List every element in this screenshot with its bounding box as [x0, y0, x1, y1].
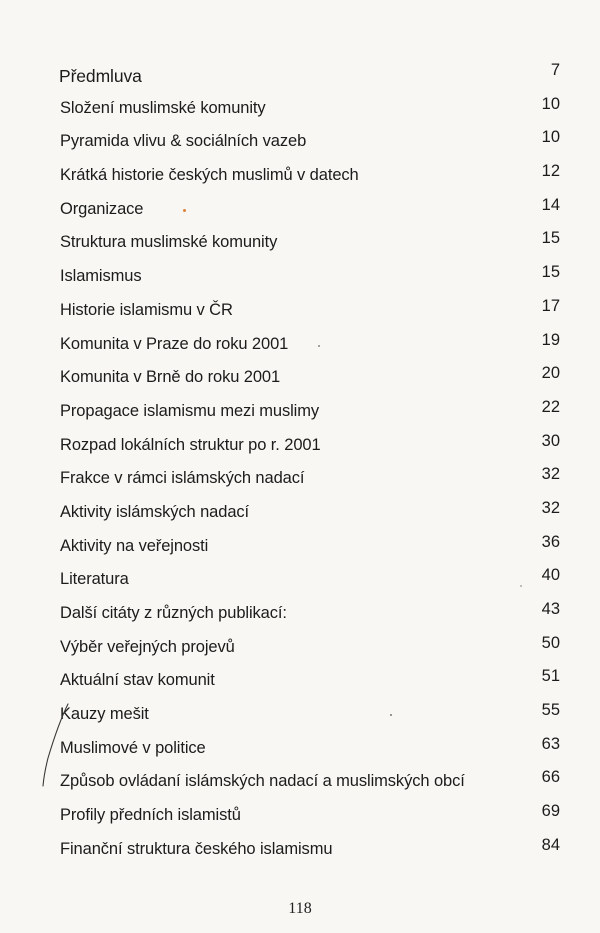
toc-entry-title: Profily předních islamistů [60, 806, 241, 825]
toc-entry-title: Způsob ovládaní islámských nadací a muslimských obcí [60, 772, 465, 791]
toc-entry-6 [0, 258, 600, 292]
toc-entry-22 [0, 797, 600, 831]
toc-entry-page: 30 [541, 431, 560, 450]
toc-entry-page: 36 [541, 532, 560, 551]
toc-entry-title: Struktura muslimské komunity [60, 233, 278, 252]
toc-entry-title: Finanční struktura českého islamismu [60, 839, 333, 858]
toc-entry-title: Aktivity islámských nadací [60, 502, 250, 521]
toc-entry-19 [0, 696, 600, 730]
toc-entry-page: 14 [541, 195, 560, 214]
toc-entry-page: 12 [541, 162, 560, 181]
toc-entry-7 [0, 292, 600, 326]
toc-entry-18 [0, 662, 600, 696]
toc-entry-title: Rozpad lokálních struktur po r. 2001 [60, 435, 321, 454]
toc-entry-title: Aktuální stav komunit [60, 671, 215, 690]
toc-entry-title: Předmluva [59, 66, 142, 86]
toc-entry-8 [0, 326, 600, 360]
toc-entry-1 [0, 90, 600, 124]
toc-entry-title: Literatura [60, 570, 129, 589]
toc-entry-title: Frakce v rámci islámských nadací [60, 469, 305, 488]
page-number: 118 [288, 900, 312, 917]
toc-entry-10 [0, 393, 600, 427]
toc-entry-title: Islamismus [60, 267, 142, 286]
dust-speck [520, 585, 522, 587]
toc-entry-title: Pyramida vlivu & sociálních vazeb [60, 132, 307, 151]
toc-entry-title: Muslimové v politice [60, 738, 206, 757]
toc-entry-page: 51 [541, 667, 560, 686]
toc-entry-page: 63 [541, 734, 560, 753]
toc-entry-page: 19 [541, 330, 560, 349]
toc-entry-11 [0, 427, 600, 461]
toc-entry-page: 15 [541, 263, 560, 282]
toc-entry-page: 20 [541, 364, 560, 383]
toc-entry-5 [0, 224, 600, 258]
toc-entry-2 [0, 123, 600, 157]
toc-entry-page: 32 [541, 498, 560, 517]
toc-entry-title: Propagace islamismu mezi muslimy [60, 401, 320, 420]
toc-entry-title: Komunita v Brně do roku 2001 [60, 368, 281, 387]
toc-entry-17 [0, 629, 600, 663]
table-of-contents [0, 56, 600, 865]
toc-entry-16 [0, 595, 600, 629]
toc-entry-13 [0, 494, 600, 528]
toc-entry-title: Historie islamismu v ČR [60, 300, 233, 319]
toc-entry-9 [0, 359, 600, 393]
toc-entry-page: 22 [541, 397, 560, 416]
toc-entry-title: Organizace [60, 199, 144, 218]
toc-entry-title: Komunita v Praze do roku 2001 [60, 334, 289, 353]
toc-entry-title: Kauzy mešit [60, 705, 149, 724]
toc-entry-page: 32 [541, 465, 560, 484]
toc-entry-page: 10 [541, 128, 560, 147]
toc-entry-3 [0, 157, 600, 191]
dust-speck [318, 345, 320, 347]
toc-entry-21 [0, 763, 600, 797]
toc-entry-page: 55 [541, 701, 560, 720]
toc-entry-page: 66 [541, 768, 560, 787]
toc-entry-page: 69 [541, 802, 560, 821]
dust-speck [390, 714, 392, 716]
toc-entry-page: 43 [541, 600, 560, 618]
toc-entry-14 [0, 528, 600, 562]
toc-entry-title: Aktivity na veřejnosti [60, 536, 209, 555]
toc-entry-title: Výběr veřejných projevů [60, 637, 235, 656]
toc-entry-12 [0, 460, 600, 494]
toc-entry-20 [0, 730, 600, 764]
pen-mark [38, 700, 78, 790]
toc-entry-page: 7 [550, 61, 560, 79]
orange-speck [183, 209, 186, 212]
toc-entry-title: Složení muslimské komunity [60, 98, 266, 117]
toc-entry-title: Krátká historie českých muslimů v datech [60, 166, 359, 185]
toc-entry-page: 84 [541, 835, 560, 854]
toc-entry-23 [0, 831, 600, 865]
toc-entry-page: 15 [541, 229, 560, 248]
toc-entry-page: 50 [541, 633, 560, 652]
toc-entry-page: 10 [541, 94, 560, 113]
toc-entry-4 [0, 191, 600, 225]
toc-entry-title: Další citáty z různých publikací: [60, 604, 287, 622]
toc-entry-page: 40 [541, 566, 560, 585]
toc-entry-0 [0, 56, 600, 90]
toc-entry-15 [0, 561, 600, 595]
toc-entry-page: 17 [541, 296, 560, 315]
